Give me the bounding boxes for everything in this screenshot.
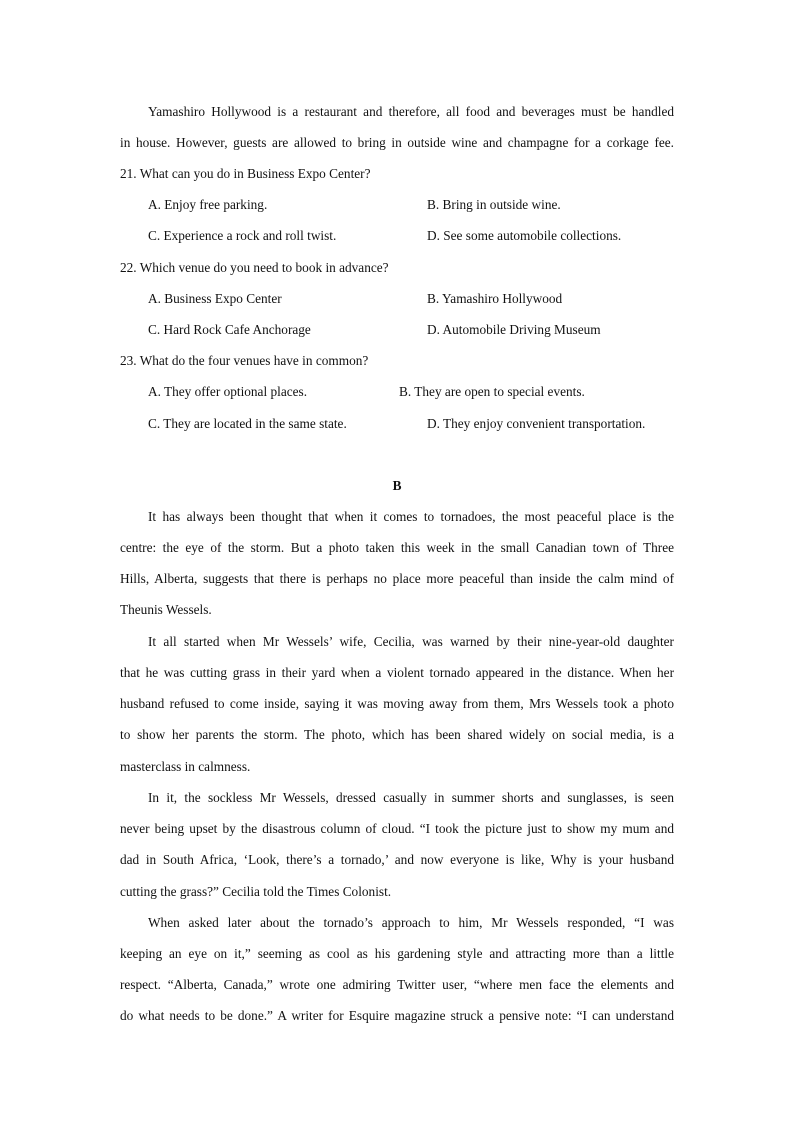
paragraph-2-line-4: to show her parents the storm. The photo, which has been shared widely on social media, is a bbox=[120, 727, 674, 742]
question-23-option-d: D. They enjoy convenient transportation. bbox=[427, 416, 646, 431]
intro-line-1: Yamashiro Hollywood is a restaurant and therefore, all food and beverages must be handled bbox=[148, 104, 674, 119]
question-21-option-c: C. Experience a rock and roll twist. bbox=[148, 228, 337, 243]
paragraph-4-line-2: keeping an eye on it,” seeming as cool as his gardening style and attracting more than a little bbox=[120, 946, 674, 961]
question-23-option-c: C. They are located in the same state. bbox=[148, 416, 347, 431]
paragraph-1-line-2: centre: the eye of the storm. But a photo taken this week in the small Canadian town of Three bbox=[120, 540, 674, 555]
question-23-stem: 23. What do the four venues have in common? bbox=[120, 353, 369, 368]
question-23-option-b: B. They are open to special events. bbox=[399, 384, 585, 399]
question-22-option-c: C. Hard Rock Cafe Anchorage bbox=[148, 322, 311, 337]
paragraph-2-line-3: husband refused to come inside, saying it was moving away from them, Mrs Wessels took a photo bbox=[120, 696, 674, 711]
question-22-option-b: B. Yamashiro Hollywood bbox=[427, 291, 563, 306]
paragraph-3-line-3: dad in South Africa, ‘Look, there’s a tornado,’ and now everyone is like, Why is your husband bbox=[120, 852, 674, 867]
paragraph-1-line-1: It has always been thought that when it comes to tornadoes, the most peaceful place is the bbox=[148, 509, 674, 524]
question-21-option-a: A. Enjoy free parking. bbox=[148, 197, 268, 212]
paragraph-3-line-4: cutting the grass?” Cecilia told the Times Colonist. bbox=[120, 884, 392, 899]
paragraph-2-line-5: masterclass in calmness. bbox=[120, 759, 251, 774]
paragraph-1-line-4: Theunis Wessels. bbox=[120, 602, 212, 617]
question-21-option-b: B. Bring in outside wine. bbox=[427, 197, 561, 212]
paragraph-2-line-1: It all started when Mr Wessels’ wife, Cecilia, was warned by their nine-year-old daughter bbox=[148, 634, 674, 649]
paragraph-3-line-2: never being upset by the disastrous column of cloud. “I took the picture just to show my mum and bbox=[120, 821, 674, 836]
question-21-option-d: D. See some automobile collections. bbox=[427, 228, 622, 243]
paragraph-1-line-3: Hills, Alberta, suggests that there is perhaps no place more peaceful than inside the calm mind of bbox=[120, 571, 674, 586]
question-23-option-a: A. They offer optional places. bbox=[148, 384, 308, 399]
question-21-stem: 21. What can you do in Business Expo Center? bbox=[120, 166, 371, 181]
paragraph-3-line-1: In it, the sockless Mr Wessels, dressed casually in summer shorts and sunglasses, is seen bbox=[148, 790, 674, 805]
question-22-option-a: A. Business Expo Center bbox=[148, 291, 282, 306]
intro-line-2: in house. However, guests are allowed to bring in outside wine and champagne for a corkage fee. bbox=[120, 135, 674, 150]
paragraph-2-line-2: that he was cutting grass in their yard when a violent tornado appeared in the distance. When her bbox=[120, 665, 674, 680]
paragraph-4-line-1: When asked later about the tornado’s approach to him, Mr Wessels responded, “I was bbox=[148, 915, 674, 930]
question-22-option-d: D. Automobile Driving Museum bbox=[427, 322, 601, 337]
section-heading: B bbox=[392, 478, 402, 493]
question-22-stem: 22. Which venue do you need to book in advance? bbox=[120, 260, 389, 275]
paragraph-4-line-3: respect. “Alberta, Canada,” wrote one admiring Twitter user, “where men face the elements and bbox=[120, 977, 674, 992]
paragraph-4-line-4: do what needs to be done.” A writer for Esquire magazine struck a pensive note: “I can understand bbox=[120, 1008, 674, 1023]
